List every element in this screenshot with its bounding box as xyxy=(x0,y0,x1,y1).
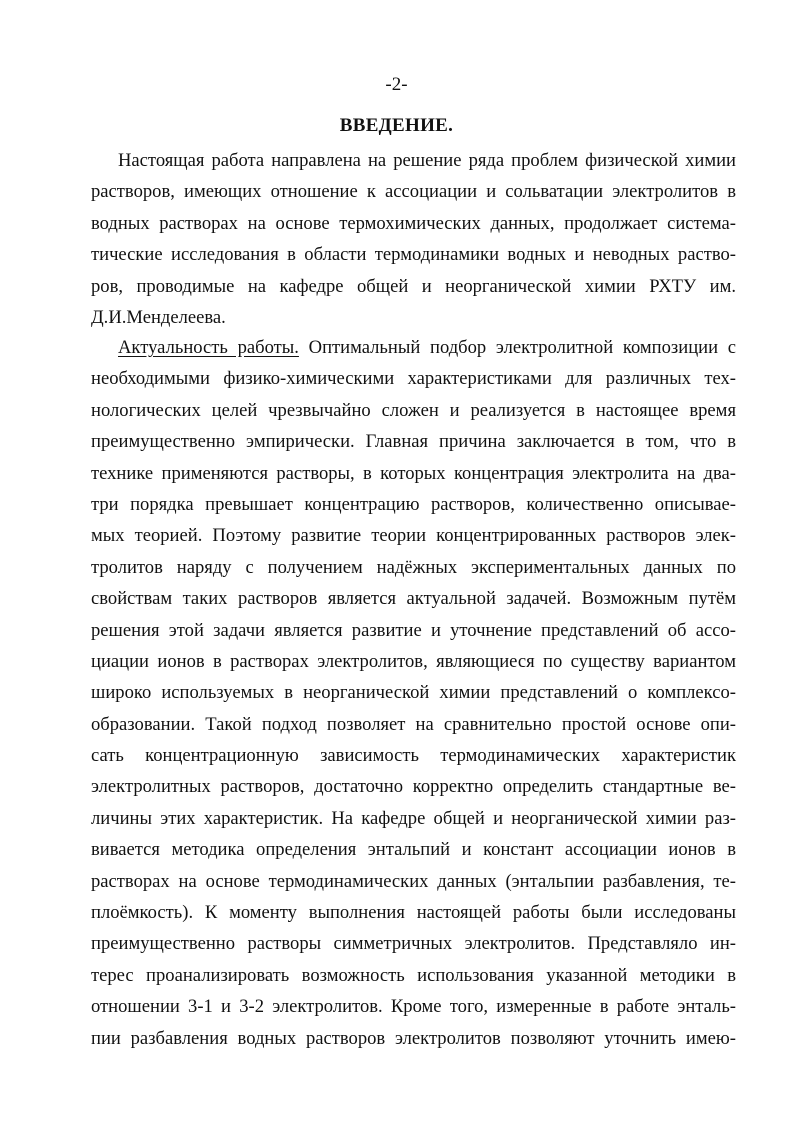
paragraph-line: технике применяются растворы, в которых концентрация электролита на два- xyxy=(91,462,736,484)
paragraph-line: пии разбавления водных растворов электролитов позволяют уточнить имею- xyxy=(91,1027,736,1049)
paragraph-line: нологических целей чрезвычайно сложен и реализуется в настоящее время xyxy=(91,399,736,421)
paragraph-line: отношении 3-1 и 3-2 электролитов. Кроме того, измеренные в работе энталь- xyxy=(91,996,736,1018)
paragraph-line: три порядка превышает концентрацию растворов, количественно описывае- xyxy=(91,493,736,515)
paragraph-line: решения этой задачи является развитие и уточнение представлений об ассо- xyxy=(91,619,736,641)
paragraph-line: плоёмкость). К моменту выполнения настоящей работы были исследованы xyxy=(91,902,736,924)
paragraph-line: необходимыми физико-химическими характеристиками для различных тех- xyxy=(91,368,736,390)
paragraph-line: вивается методика определения энтальпий и констант ассоциации ионов в xyxy=(91,839,736,861)
paragraph-line: образовании. Такой подход позволяет на сравнительно простой основе опи- xyxy=(91,713,736,735)
paragraph-line: тические исследования в области термодинамики водных и неводных раство- xyxy=(91,244,736,266)
paragraph-line: терес проанализировать возможность использования указанной методики в xyxy=(91,964,736,986)
paragraph-line: электролитных растворов, достаточно корректно определить стандартные ве- xyxy=(91,776,736,798)
paragraph-line: Настоящая работа направлена на решение ряда проблем физической химии xyxy=(118,150,736,171)
paragraph-line: свойствам таких растворов является актуальной задачей. Возможным путём xyxy=(91,588,736,610)
paragraph-line: преимущественно эмпирически. Главная причина заключается в том, что в xyxy=(91,431,736,453)
paragraph-relevance xyxy=(91,332,736,1054)
paragraph-line: тролитов наряду с получением надёжных экспериментальных данных по xyxy=(91,556,736,578)
section-heading: ВВЕДЕНИЕ. xyxy=(339,115,454,136)
paragraph-introduction xyxy=(91,145,736,333)
paragraph-line: циации ионов в растворах электролитов, являющиеся по существу вариантом xyxy=(91,650,736,672)
paragraph-line: ров, проводимые на кафедре общей и неорганической химии РХТУ им. xyxy=(91,275,736,297)
paragraph-line: водных растворах на основе термохимических данных, продолжает система- xyxy=(91,212,736,234)
relevance-label: Актуальность работы. xyxy=(118,337,299,358)
paragraph-line: растворах на основе термодинамических данных (энтальпии разбавления, те- xyxy=(91,870,736,892)
paragraph-line: широко используемых в неорганической химии представлений о комплексо- xyxy=(91,682,736,704)
paragraph-line: преимущественно растворы симметричных электролитов. Представляло ин- xyxy=(91,933,736,955)
paragraph-line: личины этих характеристик. На кафедре общей и неорганической химии раз- xyxy=(91,807,736,829)
paragraph-line: Д.И.Менделеева. xyxy=(91,306,226,328)
paragraph-line-lead xyxy=(91,332,736,363)
paragraph-line: растворов, имеющих отношение к ассоциации и сольватации электролитов в xyxy=(91,181,736,203)
paragraph-line: сать концентрационную зависимость термодинамических характеристик xyxy=(91,745,736,767)
page-number: -2- xyxy=(385,74,408,95)
paragraph-line: мых теорией. Поэтому развитие теории концентрированных растворов элек- xyxy=(91,525,736,547)
lead-text: Оптимальный подбор электролитной композиции с xyxy=(298,337,737,358)
